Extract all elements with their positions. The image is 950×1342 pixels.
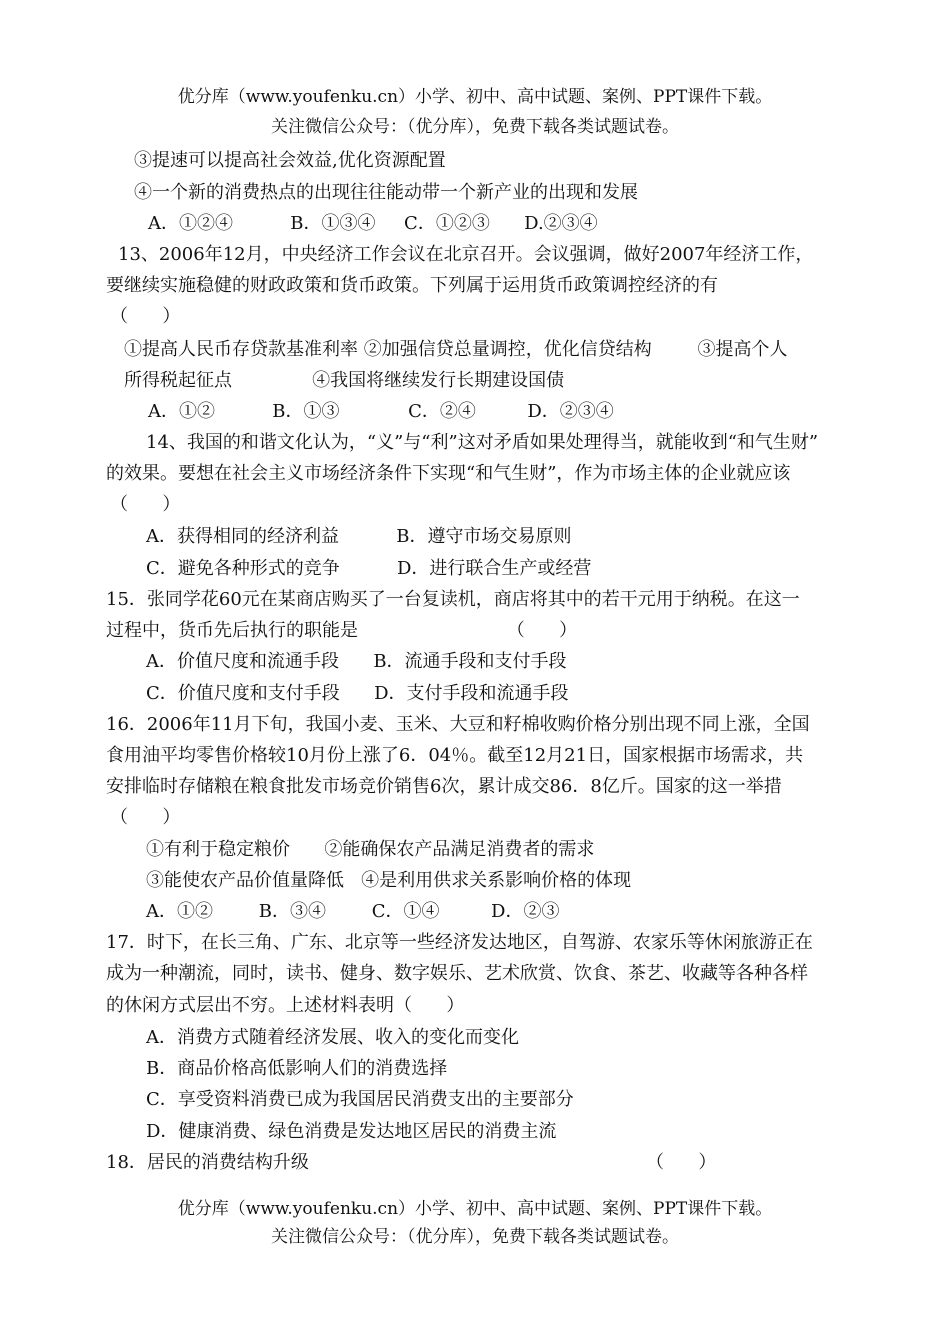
q17-line-2: 成为一种潮流，同时，读书、健身、数字娱乐、艺术欣赏、饮食、茶艺、收藏等各种各样 xyxy=(106,963,808,984)
q13-line-2: 要继续实施稳健的财政政策和货币政策。下列属于运用货币政策调控经济的有 xyxy=(106,275,718,296)
q12-item-4: ④一个新的消费热点的出现往往能动带一个新产业的出现和发展 xyxy=(134,182,638,203)
q13-line-1: 13、2006年12月，中央经济工作会议在北京召开。会议强调，做好2007年经济工作， xyxy=(118,244,814,265)
q17-option-c: C．享受资料消费已成为我国居民消费支出的主要部分 xyxy=(146,1089,574,1110)
q17-option-a: A．消费方式随着经济发展、收入的变化而变化 xyxy=(146,1027,519,1048)
q12-options: A．①②④ B．①③④ C．①②③ D.②③④ xyxy=(148,213,598,234)
q18-answer-blank: （ ） xyxy=(646,1152,717,1173)
q15-line-1: 15．张同学花60元在某商店购买了一台复读机，商店将其中的若干元用于纳税。在这一 xyxy=(106,589,800,610)
q16-line-2: 食用油平均零售价格较10月份上涨了6．04％。截至12月21日，国家根据市场需求，共 xyxy=(106,745,804,766)
footer-line-1: 优分库（www.youfenku.cn）小学、初中、高中试题、案例、PPT课件下载。 xyxy=(177,1199,773,1219)
q12-item-3: ③提速可以提高社会效益,优化资源配置 xyxy=(134,150,446,171)
q16-answer-blank: （ ） xyxy=(110,807,181,828)
q13-items-line-2: 所得税起征点 ④我国将继续发行长期建设国债 xyxy=(124,370,565,391)
q15-line-2: 过程中，货币先后执行的职能是 （ ） xyxy=(106,620,578,641)
q18-line-1: 18．居民的消费结构升级 xyxy=(106,1152,309,1173)
q14-answer-blank: （ ） xyxy=(110,494,181,515)
q15-options-ab: A．价值尺度和流通手段 B．流通手段和支付手段 xyxy=(146,651,567,672)
q17-option-b: B．商品价格高低影响人们的消费选择 xyxy=(146,1058,448,1079)
q15-options-cd: C．价值尺度和支付手段 D．支付手段和流通手段 xyxy=(146,683,569,704)
footer-line-2: 关注微信公众号：（优分库），免费下载各类试题试卷。 xyxy=(271,1227,679,1247)
q13-answer-blank: （ ） xyxy=(110,306,181,327)
q16-items-line-1: ①有利于稳定粮价 ②能确保农产品满足消费者的需求 xyxy=(146,839,595,860)
header-line-1: 优分库（www.youfenku.cn）小学、初中、高中试题、案例、PPT课件下载。 xyxy=(177,87,773,107)
q16-line-1: 16．2006年11月下旬，我国小麦、玉米、大豆和籽棉收购价格分别出现不同上涨，全国 xyxy=(106,714,810,735)
q13-options: A．①② B．①③ C．②④ D．②③④ xyxy=(148,401,614,422)
q14-line-2: 的效果。要想在社会主义市场经济条件下实现“和气生财”，作为市场主体的企业就应该 xyxy=(106,463,791,484)
q14-options-ab: A．获得相同的经济利益 B．遵守市场交易原则 xyxy=(146,526,572,547)
q16-line-3: 安排临时存储粮在粮食批发市场竞价销售6次，累计成交86．8亿斤。国家的这一举措 xyxy=(106,776,782,797)
q16-options: A．①② B．③④ C．①④ D．②③ xyxy=(146,901,560,922)
q14-line-1: 14、我国的和谐文化认为，“义”与“利”这对矛盾如果处理得当，就能收到“和气生财” xyxy=(146,432,819,453)
header-line-2: 关注微信公众号：（优分库），免费下载各类试题试卷。 xyxy=(271,117,679,137)
q17-line-3: 的休闲方式层出不穷。上述材料表明（ ） xyxy=(106,995,465,1016)
q14-options-cd: C．避免各种形式的竞争 D．进行联合生产或经营 xyxy=(146,558,592,579)
q13-items-line-1: ①提高人民币存贷款基准利率 ②加强信贷总量调控，优化信贷结构 ③提高个人 xyxy=(124,339,788,360)
q16-items-line-2: ③能使农产品价值量降低 ④是利用供求关系影响价格的体现 xyxy=(146,870,632,891)
q17-line-1: 17．时下，在长三角、广东、北京等一些经济发达地区，自驾游、农家乐等休闲旅游正在 xyxy=(106,932,813,953)
q17-option-d: D．健康消费、绿色消费是发达地区居民的消费主流 xyxy=(146,1121,557,1142)
